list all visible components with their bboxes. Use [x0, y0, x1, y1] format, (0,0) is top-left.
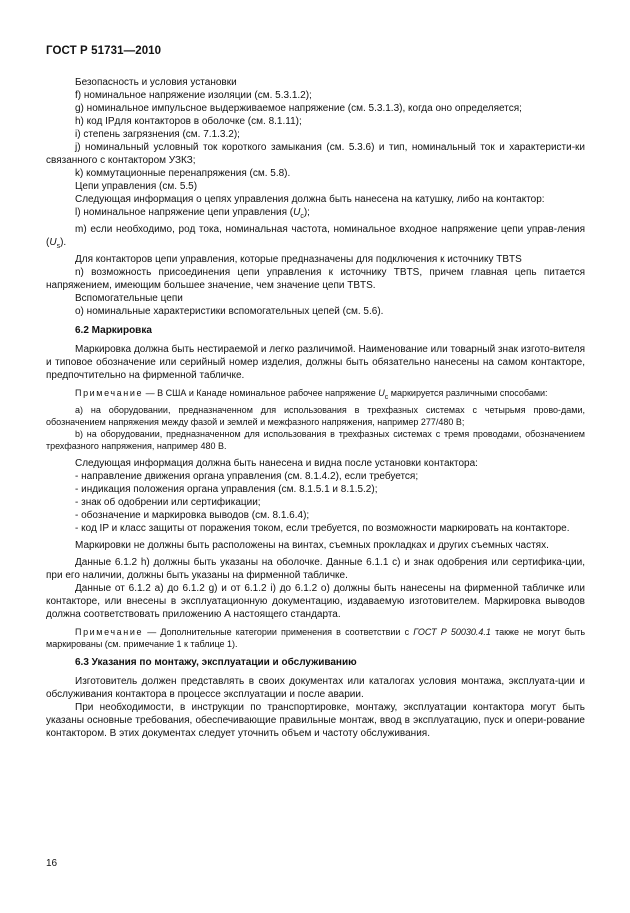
standard-reference: ГОСТ Р 50030.4.1 [413, 626, 491, 637]
document-body [46, 76, 585, 740]
symbol-subscript: s [56, 243, 61, 250]
symbol-subscript: c [300, 213, 304, 220]
text-fragment: m) если необходимо, род тока, номинальная частота, номинальное входное напряжение цепи управ-ления ( [46, 224, 585, 248]
symbol: U [378, 388, 385, 398]
text-line: h) код IPдля контакторов в оболочке (см. 8.1.11); [75, 116, 302, 127]
text-paragraph: n) возможность присоединения цепи управления к источнику TBTS, причем главная цепь питается напряжением, имеющим большее значение, чем значение цепи TBTS. [46, 267, 585, 291]
list-item: - знак об одобрении или сертификации; [75, 496, 261, 508]
section-title: 6.2 Маркировка [75, 325, 152, 336]
list-item: - обозначение и маркировка выводов (см. 8.1.6.4); [75, 509, 310, 521]
section-title: 6.3 Указания по монтажу, эксплуатации и обслуживанию [75, 656, 357, 668]
text-paragraph: j) номинальный условный ток короткого замыкания (см. 5.3.6) и тип, номинальный ток и характеристи-ки связанного с контактором УЗКЗ; [46, 142, 585, 166]
text-line: Цепи управления (см. 5.5) [75, 181, 198, 192]
text-line: i) степень загрязнения (см. 7.1.3.2); [75, 129, 240, 140]
note-item: b) на оборудовании, предназначенном для использования в трехфазных системах с тремя проводами, обозначением трехфазного напряжения, например 480 В. [46, 428, 585, 451]
note [46, 626, 585, 650]
text-paragraph [46, 223, 585, 253]
page-number: 16 [46, 858, 58, 869]
text-paragraph: Маркировка должна быть нестираемой и легко различимой. Наименование или товарный знак изгото-вителя и типовое обозначение или серийный номер изделия, должны быть обязательно нанесены на самом контакторе, предпочтительно на фирменной табличке. [46, 344, 585, 381]
text-line: k) коммутационные перенапряжения (см. 5.8). [75, 168, 291, 179]
text-paragraph: Данные 6.1.2 h) должны быть указаны на оболочке. Данные 6.1.1 c) и знак одобрения или сертифика-ции, при его наличии, должны быть указаны на фирменной табличке. [46, 556, 585, 581]
list-item: - направление движения органа управления (см. 8.1.4.2), если требуется; [75, 470, 419, 482]
text-line: f) номинальное напряжение изоляции (см. 5.3.1.2); [75, 90, 312, 101]
text-line: Следующая информация должна быть нанесена и видна после установки контактора: [75, 457, 478, 469]
list-item: - код IP и класс защиты от поражения током, если требуется, по возможности маркировать на контакторе. [75, 522, 570, 534]
text-fragment: ). [60, 237, 67, 248]
text-line [46, 206, 585, 223]
text-line: Следующая информация о цепях управления должна быть нанесена на катушку, либо на контактор: [75, 194, 545, 205]
text-paragraph: Данные от 6.1.2 а) до 6.1.2 g) и от 6.1.2 i) до 6.1.2 о) должны быть нанесены на фирменной табличке или контакторе, или внесены в эксплуатационную документацию, издаваемую изготовителем. Маркировка выводов должна соответствовать приложению А настоящего стандарта. [46, 582, 585, 620]
symbol: U [49, 237, 57, 248]
text-line: o) номинальные характеристики вспомогательных цепей (см. 5.6). [75, 306, 384, 317]
standard-header: ГОСТ Р 51731—2010 [46, 45, 162, 57]
note-label: Примечание [75, 388, 144, 398]
text-paragraph: Маркировки не должны быть расположены на винтах, съемных прокладках и других съемных частях. [75, 539, 549, 551]
text-paragraph: Изготовитель должен представлять в своих документах или каталогах условия монтажа, эксплуата-ции и обслуживания контактора в процессе эксплуатации и после аварии. [46, 675, 585, 700]
symbol-subscript: c [384, 393, 389, 401]
note-label: Примечание [75, 626, 144, 637]
text-line: Вспомогательные цепи [75, 293, 183, 304]
text-fragment: — В США и Канаде номинальное рабочее напряжение [143, 388, 379, 398]
text-paragraph: При необходимости, в инструкции по транспортировке, монтажу, эксплуатации контактора могут быть указаны основные требования, обеспечивающие правильные монтаж, ввод в эксплуатацию, пуск и опери-рование контактором. В этих документах следует уточнить объем и частоту обслуживания. [46, 701, 585, 739]
list-item: - индикация положения органа управления (см. 8.1.5.1 и 8.1.5.2); [75, 483, 378, 495]
text-line: g) номинальное импульсное выдерживаемое напряжение (см. 5.3.1.3), когда оно определяется; [75, 103, 522, 114]
note-item: а) на оборудовании, предназначенном для использования в трехфазных системах с четырьмя прово-дами, обозначением напряжения между фазой и землей и межфазного напряжения, например 277/480 В; [46, 404, 585, 427]
symbol: U [293, 207, 301, 218]
text-fragment: l) номинальное напряжение цепи управления ( [75, 207, 294, 218]
text-line: Безопасность и условия установки [75, 77, 237, 88]
text-fragment: маркируется различными способами: [388, 388, 548, 398]
text-fragment: также не могут быть маркированы (см. примечание 1 к таблице 1). [46, 626, 586, 649]
text-fragment: ); [303, 207, 310, 218]
text-line: Для контакторов цепи управления, которые предназначены для подключения к источнику TBTS [75, 254, 522, 265]
text-fragment: — Дополнительные категории применения в соответствии с [143, 626, 414, 637]
note [46, 387, 585, 404]
